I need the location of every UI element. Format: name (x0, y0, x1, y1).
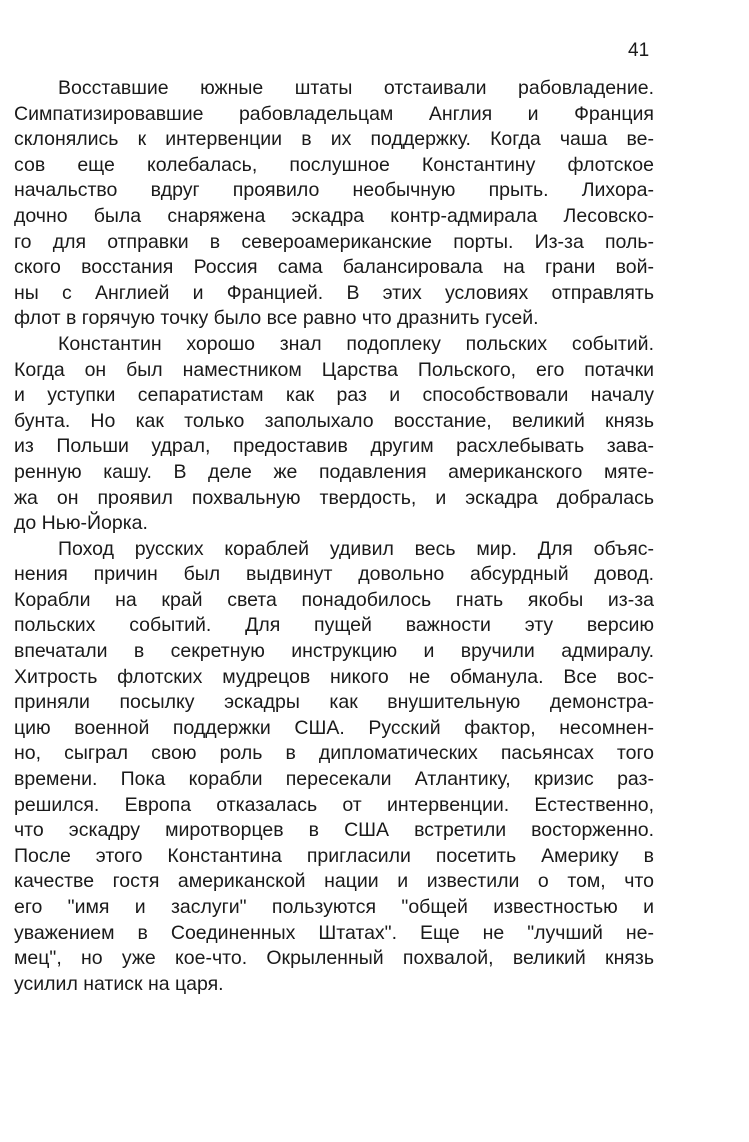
text-line: приняли посылку эскадры как внушительную демонстра- (14, 691, 654, 714)
text-line: ренную кашу. В деле же подавления американского мяте- (14, 460, 654, 483)
text-line: начальство вдруг проявило необычную прыть. Лихора- (14, 179, 654, 202)
text-line: Корабли на край света понадобилось гнать якобы из-за (14, 588, 654, 611)
paragraph (14, 332, 654, 537)
body-text (14, 76, 654, 997)
text-line: Константин хорошо знал подоплеку польских событий. (58, 332, 654, 355)
text-line: склонялись к интервенции в их поддержку. Когда чаша ве- (14, 128, 654, 151)
text-line: уважением в Соединенных Штатах". Еще не "лучший не- (14, 921, 654, 944)
text-line: го для отправки в североамериканские порты. Из-за поль- (14, 230, 654, 253)
text-line: флот в горячую точку было все равно что дразнить гусей. (14, 307, 539, 330)
text-line: его "имя и заслуги" пользуются "общей известностью и (14, 896, 654, 918)
text-line: жа он проявил похвальную твердость, и эскадра добралась (14, 486, 654, 509)
text-line: цию военной поддержки США. Русский фактор, несомнен- (14, 716, 654, 739)
text-line: ны с Англией и Францией. В этих условиях отправлять (14, 281, 654, 304)
text-line: Восставшие южные штаты отстаивали рабовладение. (58, 77, 654, 99)
text-line: сов еще колебалась, послушное Константину флотское (14, 153, 654, 176)
text-line: до Нью-Йорка. (14, 512, 148, 535)
text-line: Поход русских кораблей удивил весь мир. Для объяс- (58, 537, 654, 560)
paragraph (14, 76, 654, 332)
text-line: польских событий. Для пущей важности эту версию (14, 614, 654, 637)
paragraph (14, 537, 654, 998)
text-line: дочно была снаряжена эскадра контр-адмирала Лесовско- (14, 204, 654, 227)
page-number: 41 (628, 40, 650, 61)
text-line: усилил натиск на царя. (14, 972, 224, 995)
text-line: впечатали в секретную инструкцию и вручили адмиралу. (14, 640, 654, 663)
text-line: мец", но уже кое-что. Окрыленный похвалой, великий князь (14, 947, 654, 970)
text-line: После этого Константина пригласили посетить Америку в (14, 844, 654, 867)
text-line: бунта. Но как только заполыхало восстание, великий князь (14, 409, 654, 432)
text-line: из Польши удрал, предоставив другим расхлебывать зава- (14, 435, 654, 458)
text-line: но, сыграл свою роль в дипломатических пасьянсах того (14, 742, 654, 765)
text-line: качестве гостя американской нации и известили о том, что (14, 870, 654, 893)
text-line: Хитрость флотских мудрецов никого не обманула. Все вос- (14, 665, 654, 688)
text-line: решился. Европа отказалась от интервенции. Естественно, (14, 793, 654, 816)
text-line: что эскадру миротворцев в США встретили восторженно. (14, 819, 654, 842)
text-line: и уступки сепаратистам как раз и способствовали началу (14, 384, 654, 407)
text-line: нения причин был выдвинут довольно абсурдный довод. (14, 563, 654, 586)
text-line: времени. Пока корабли пересекали Атлантику, кризис раз- (14, 768, 654, 791)
text-line: Симпатизировавшие рабовладельцам Англия и Франция (14, 102, 654, 125)
text-line: Когда он был наместником Царства Польского, его потачки (14, 358, 654, 381)
text-line: ского восстания Россия сама балансировала на грани вой- (14, 256, 654, 279)
